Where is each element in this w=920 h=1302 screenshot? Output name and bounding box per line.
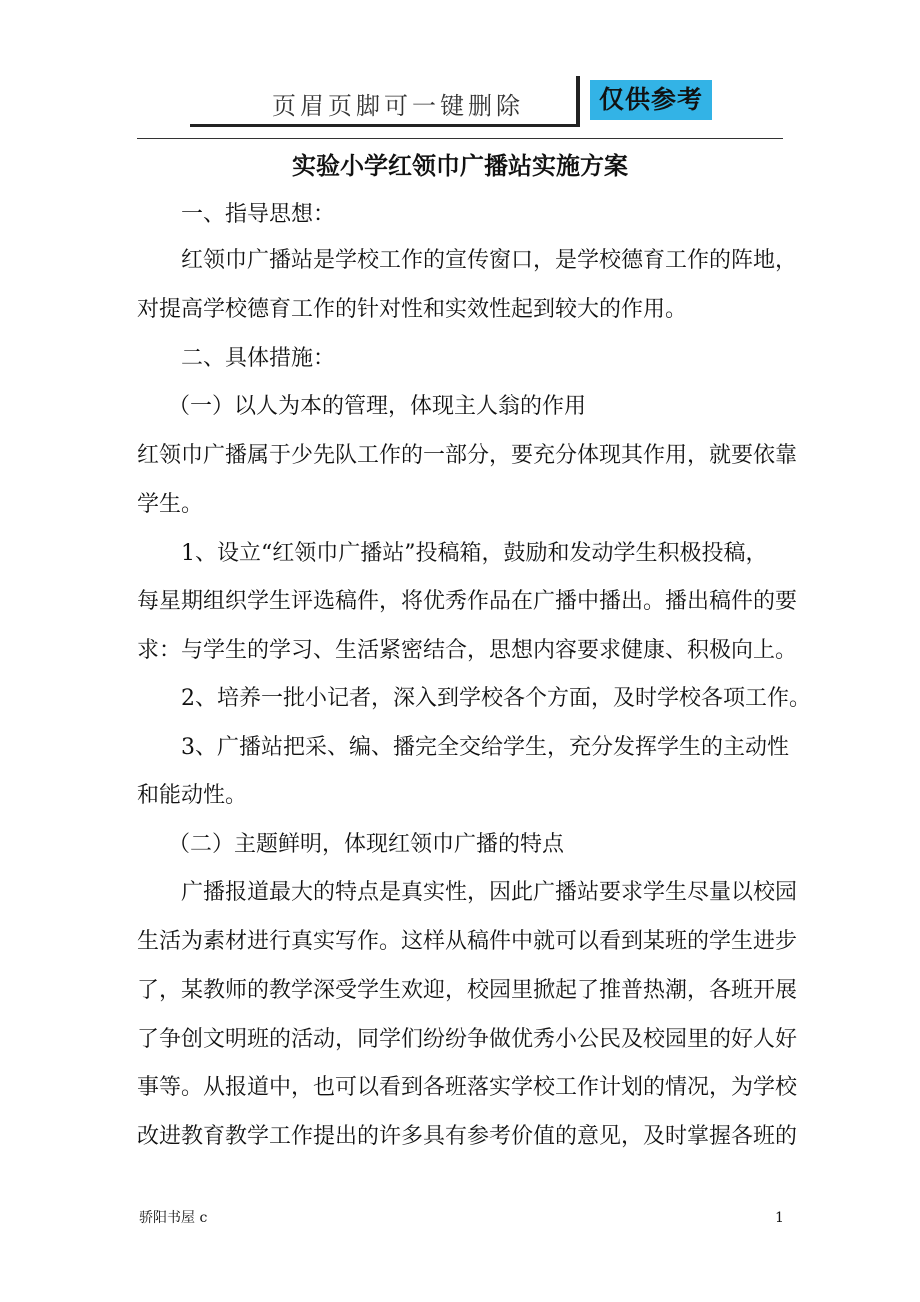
page-number: 1 — [775, 1210, 784, 1226]
paragraph-line: 了争创文明班的活动，同学们纷纷争做优秀小公民及校园里的好人好 — [137, 1027, 798, 1052]
header-rule — [137, 138, 783, 139]
paragraph-line: 每星期组织学生评选稿件，将优秀作品在广播中播出。播出稿件的要 — [137, 589, 798, 614]
section-heading-measures: 二、具体措施： — [181, 346, 336, 371]
subsection-heading-people-oriented: （一）以人为本的管理，体现主人翁的作用 — [168, 394, 587, 419]
paragraph-line: 广播报道最大的特点是真实性，因此广播站要求学生尽量以校园 — [181, 880, 798, 905]
paragraph-line: 事等。从报道中，也可以看到各班落实学校工作计划的情况，为学校 — [137, 1075, 798, 1100]
paragraph-line: 和能动性。 — [137, 783, 248, 808]
paragraph-line: 红领巾广播站是学校工作的宣传窗口，是学校德育工作的阵地， — [181, 248, 798, 273]
footer-text: 骄阳书屋 c — [139, 1210, 208, 1226]
list-item-2: 2、培养一批小记者，深入到学校各个方面，及时学校各项工作。 — [181, 686, 811, 711]
paragraph-line: 学生。 — [137, 492, 204, 517]
paragraph-line: 红领巾广播属于少先队工作的一部分，要充分体现其作用，就要依靠 — [137, 443, 798, 468]
header-underline — [190, 124, 576, 127]
subsection-heading-clear-theme: （二）主题鲜明，体现红领巾广播的特点 — [168, 832, 565, 857]
list-item-3: 3、广播站把采、编、播完全交给学生，充分发挥学生的主动性 — [181, 735, 789, 760]
header-divider — [576, 76, 580, 127]
header-banner — [190, 76, 720, 128]
paragraph-line: 对提高学校德育工作的针对性和实效性起到较大的作用。 — [137, 297, 688, 322]
reference-only-badge: 仅供参考 — [590, 80, 712, 120]
document-title: 实验小学红领巾广播站实施方案 — [292, 151, 628, 180]
paragraph-line: 改进教育教学工作提出的许多具有参考价值的意见，及时掌握各班的 — [137, 1124, 798, 1149]
section-heading-guiding-ideology: 一、指导思想： — [181, 202, 336, 227]
paragraph-line: 生活为素材进行真实写作。这样从稿件中就可以看到某班的学生进步 — [137, 929, 798, 954]
header-text: 页眉页脚可一键删除 — [272, 92, 524, 120]
paragraph-line: 了，某教师的教学深受学生欢迎，校园里掀起了推普热潮，各班开展 — [137, 978, 798, 1003]
paragraph-line: 求：与学生的学习、生活紧密结合，思想内容要求健康、积极向上。 — [137, 638, 798, 663]
list-item-1: 1、设立“红领巾广播站”投稿箱，鼓励和发动学生积极投稿， — [181, 541, 768, 566]
